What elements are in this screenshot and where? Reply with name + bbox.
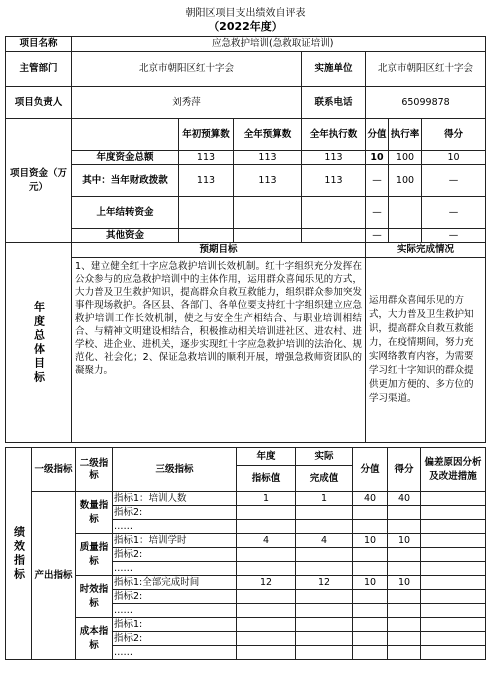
perf-item-weight [353, 520, 388, 534]
perf-header-target-top: 年度 [237, 448, 296, 466]
funds-row-full [234, 197, 302, 229]
perf-item-label: …… [113, 562, 237, 576]
perf-item-label: 指标1：培训人数 [113, 492, 237, 506]
table-row [6, 492, 486, 506]
funds-row-exec [302, 197, 366, 229]
perf-item-weight [353, 618, 388, 632]
funds-header-exec: 全年执行数 [302, 119, 366, 151]
perf-item-label: 指标2: [113, 506, 237, 520]
leader-label: 项目负责人 [6, 87, 72, 119]
perf-item-weight [353, 646, 388, 660]
perf-item-score [388, 506, 421, 520]
goals-label: 年度总体目标 [32, 300, 46, 385]
dept-label: 主管部门 [6, 52, 72, 87]
perf-item-actual: 1 [296, 492, 353, 506]
perf-item-label: 指标1：培训学时 [113, 534, 237, 548]
perf-item-reason [421, 646, 486, 660]
perf-item-weight [353, 562, 388, 576]
perf-item-weight: 10 [353, 576, 388, 590]
perf-item-reason [421, 548, 486, 562]
funds-header-blank [72, 119, 179, 151]
perf-item-reason [421, 520, 486, 534]
perf-header-weight: 分值 [353, 448, 388, 492]
perf-header-reason: 偏差原因分析及改进措施 [421, 448, 486, 492]
perf-item-label: 指标1: [113, 618, 237, 632]
funds-row-rate [389, 229, 422, 243]
funds-row-score: 10 [422, 151, 486, 165]
perf-item-actual [296, 548, 353, 562]
funds-label: 项目资金（万元） [6, 119, 72, 243]
perf-item-target [237, 590, 296, 604]
perf-l2-name: 时效指标 [76, 576, 113, 618]
phone-value: 65099878 [366, 87, 486, 119]
project-name-value: 应急救护培训(急救取证培训) [72, 37, 486, 52]
perf-item-target [237, 632, 296, 646]
perf-item-weight [353, 548, 388, 562]
perf-item-score: 10 [388, 576, 421, 590]
perf-item-label: …… [113, 604, 237, 618]
perf-header-l2: 二级指标 [76, 448, 113, 492]
funds-row-rate [389, 197, 422, 229]
funds-row-exec [302, 229, 366, 243]
perf-item-score [388, 548, 421, 562]
perf-item-actual [296, 562, 353, 576]
funds-row-score: — [422, 165, 486, 197]
project-name-label: 项目名称 [6, 37, 72, 52]
funds-row-init [179, 229, 234, 243]
perf-label: 绩效指标 [12, 525, 26, 582]
funds-row-exec: 113 [302, 165, 366, 197]
funds-header-score: 得分 [422, 119, 486, 151]
table-row [6, 618, 486, 632]
perf-item-score: 10 [388, 534, 421, 548]
perf-l2-name: 质量指标 [76, 534, 113, 576]
goals-label-cell [6, 243, 72, 443]
funds-row-init: 113 [179, 151, 234, 165]
perf-item-target [237, 548, 296, 562]
funds-row-weight: — [366, 229, 389, 243]
perf-item-target [237, 562, 296, 576]
funds-header-full: 全年预算数 [234, 119, 302, 151]
form-title: 朝阳区项目支出绩效自评表 [185, 8, 306, 19]
perf-item-target: 12 [237, 576, 296, 590]
perf-item-target [237, 506, 296, 520]
perf-item-target [237, 618, 296, 632]
perf-item-weight [353, 590, 388, 604]
perf-item-reason [421, 576, 486, 590]
perf-item-label: 指标2: [113, 590, 237, 604]
perf-item-actual [296, 632, 353, 646]
perf-item-score: 40 [388, 492, 421, 506]
perf-item-score [388, 604, 421, 618]
perf-item-target: 4 [237, 534, 296, 548]
perf-item-reason [421, 534, 486, 548]
funds-row-name: 上年结转资金 [72, 197, 179, 229]
impl-label: 实施单位 [302, 52, 366, 87]
impl-value: 北京市朝阳区红十字会 [366, 52, 486, 87]
perf-item-weight: 10 [353, 534, 388, 548]
funds-row-exec: 113 [302, 151, 366, 165]
funds-header-rate: 执行率 [389, 119, 422, 151]
table-row [6, 534, 486, 548]
perf-item-reason [421, 590, 486, 604]
funds-row-full: 113 [234, 151, 302, 165]
goals-expected-text: 1、建立健全红十字应急救护培训长效机制。红十字组织充分发挥在公众参与的应急救护培训中的主体作用，运用群众喜闻乐见的方式，大力普及卫生救护知识，提高群众自救互救能力，组织群众参加突发事件现场救护。各区县、各部门、各单位要支持红十字组织建立应急救护培训工作长效机制，使之与安全生产相结合、与职业培训相结合、与精神文明建设相结合，积极推动相关培训进社区、进农村、进学校、进企业、进机关，逐步实现红十字应急救护培训的法治化、规范化、社会化；2、保证急救培训的顺利开展，增强急救师资团队的凝聚力。 [72, 258, 366, 443]
funds-row-weight: 10 [366, 151, 389, 165]
perf-item-actual [296, 506, 353, 520]
funds-row-init [179, 197, 234, 229]
perf-l1-output: 产出指标 [32, 492, 76, 660]
perf-item-actual [296, 590, 353, 604]
funds-row-rate: 100 [389, 165, 422, 197]
funds-row-full: 113 [234, 165, 302, 197]
perf-item-target: 1 [237, 492, 296, 506]
perf-item-actual: 4 [296, 534, 353, 548]
perf-header-l1: 一级指标 [32, 448, 76, 492]
goals-expected-header: 预期目标 [72, 243, 366, 258]
funds-row [6, 151, 486, 165]
goals-actual-header: 实际完成情况 [366, 243, 486, 258]
perf-item-actual [296, 646, 353, 660]
funds-header-weight: 分值 [366, 119, 389, 151]
perf-item-weight [353, 604, 388, 618]
perf-item-score [388, 520, 421, 534]
goals-actual-text: 运用群众喜闻乐见的方式，大力普及卫生救护知识，提高群众自救互救能力，在疫情期间，努力充实网络教育内容，为需要学习红十字知识的群众提供更加方便的、多方位的学习渠道。 [366, 258, 486, 443]
funds-row [6, 229, 486, 243]
perf-item-actual [296, 604, 353, 618]
top-table [5, 36, 486, 443]
perf-l2-name: 成本指标 [76, 618, 113, 660]
perf-item-score [388, 618, 421, 632]
perf-item-target [237, 520, 296, 534]
perf-item-reason [421, 632, 486, 646]
perf-header-l3: 三级指标 [113, 448, 237, 492]
perf-item-score [388, 632, 421, 646]
perf-item-target [237, 604, 296, 618]
perf-item-label: 指标1:全部完成时间 [113, 576, 237, 590]
perf-item-score [388, 646, 421, 660]
funds-row [6, 197, 486, 229]
dept-value: 北京市朝阳区红十字会 [72, 52, 302, 87]
funds-row [6, 165, 486, 197]
perf-header-target-bottom: 指标值 [237, 466, 296, 492]
funds-row-weight: — [366, 197, 389, 229]
funds-row-name: 年度资金总额 [72, 151, 179, 165]
perf-item-actual [296, 618, 353, 632]
funds-row-weight: — [366, 165, 389, 197]
perf-item-reason [421, 604, 486, 618]
funds-row-rate: 100 [389, 151, 422, 165]
funds-row-name: 其他资金 [72, 229, 179, 243]
perf-item-label: 指标2: [113, 632, 237, 646]
perf-item-actual: 12 [296, 576, 353, 590]
funds-row-score: — [422, 229, 486, 243]
perf-item-label: …… [113, 520, 237, 534]
perf-item-label: …… [113, 646, 237, 660]
perf-item-score [388, 562, 421, 576]
table-row [6, 576, 486, 590]
funds-header-init: 年初预算数 [179, 119, 234, 151]
funds-row-full [234, 229, 302, 243]
perf-header-score: 得分 [388, 448, 421, 492]
perf-header-actual-bottom: 完成值 [296, 466, 353, 492]
leader-value: 刘秀萍 [72, 87, 302, 119]
funds-row-score: — [422, 197, 486, 229]
perf-item-weight [353, 632, 388, 646]
perf-item-score [388, 590, 421, 604]
perf-label-cell [6, 448, 32, 660]
funds-row-init: 113 [179, 165, 234, 197]
funds-row-name: 其中：当年财政拨款 [72, 165, 179, 197]
perf-header-actual-top: 实际 [296, 448, 353, 466]
perf-item-reason [421, 492, 486, 506]
perf-item-weight [353, 506, 388, 520]
perf-item-label: 指标2: [113, 548, 237, 562]
perf-item-reason [421, 562, 486, 576]
perf-table [5, 447, 486, 660]
perf-item-reason [421, 618, 486, 632]
perf-item-actual [296, 520, 353, 534]
perf-l2-name: 数量指标 [76, 492, 113, 534]
perf-item-target [237, 646, 296, 660]
form-year: （2022年度） [208, 20, 283, 33]
perf-item-weight: 40 [353, 492, 388, 506]
perf-item-reason [421, 506, 486, 520]
phone-label: 联系电话 [302, 87, 366, 119]
